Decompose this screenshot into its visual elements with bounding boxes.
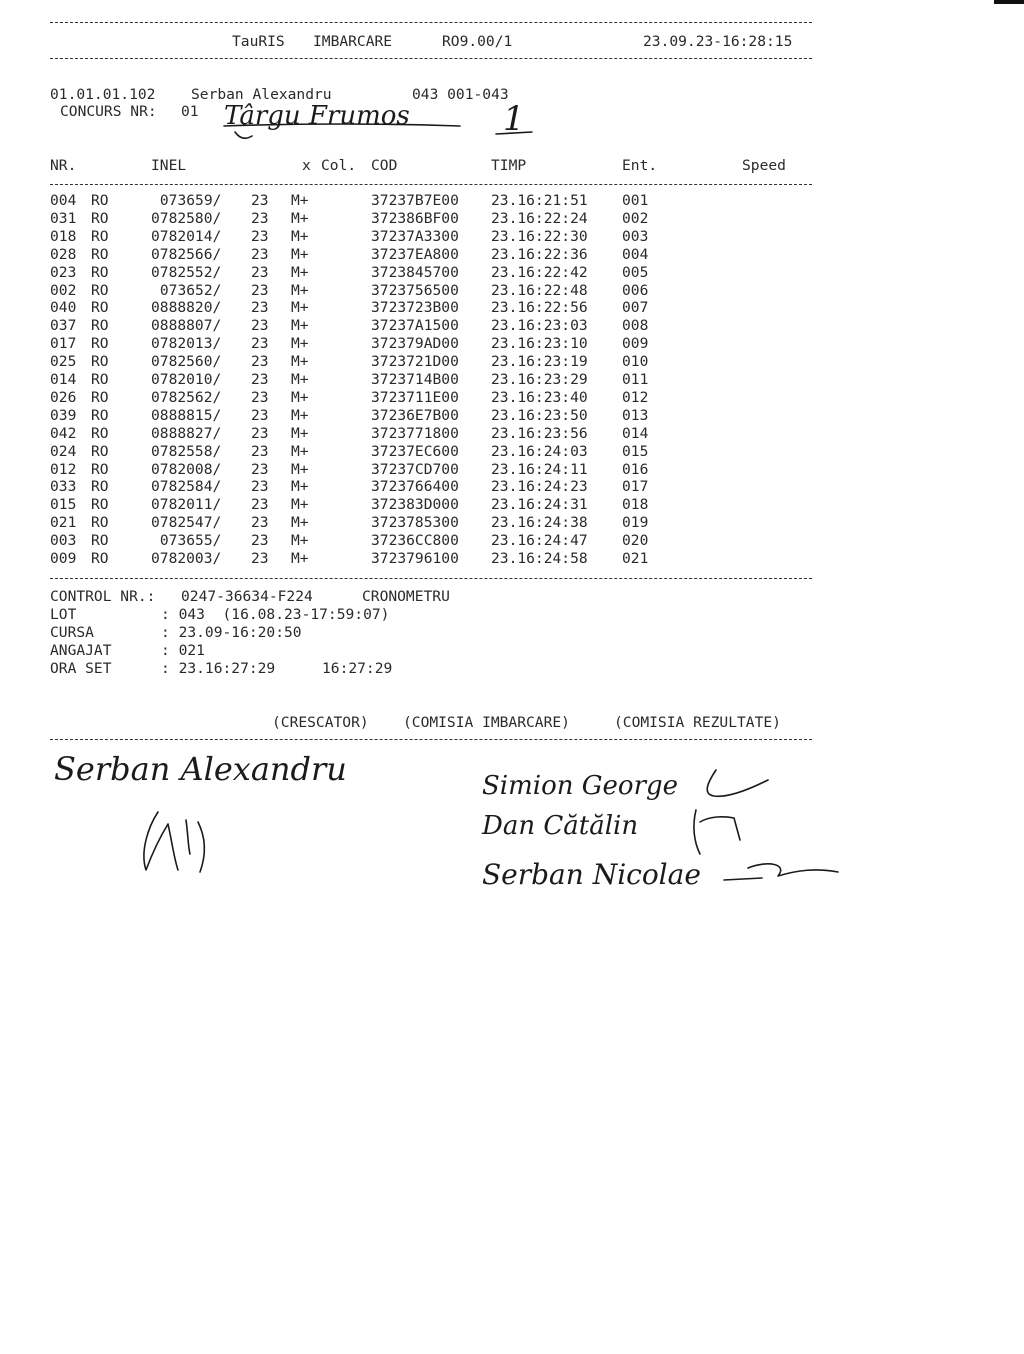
cell-sex: M+ [291,353,309,371]
table-row [0,407,1024,425]
cell-timp: 23.16:22:42 [491,263,588,281]
cell-ent: 009 [622,335,649,353]
cell-country: RO [91,353,109,371]
table-row [0,335,1024,353]
ora-set-label: ORA SET [50,660,112,677]
cell-cod: 37237B7E00 [371,192,459,209]
cell-timp: 23.16:23:50 [491,406,588,424]
cell-cod: 37237EC600 [371,442,459,460]
cell-cod: 372379AD00 [371,335,459,353]
table-row [0,496,1024,514]
cell-timp: 23.16:24:31 [491,496,588,514]
header-type: IMBARCARE [313,33,393,50]
cell-inel: 0782010/ [151,371,222,388]
cell-nr: 004 [50,192,77,209]
ora-set-extra: 16:27:29 [322,660,393,677]
col-ent-header: Ent. [622,157,658,174]
cell-nr: 017 [50,335,77,353]
cell-timp: 23.16:23:10 [491,335,588,353]
cell-ent: 004 [622,245,649,263]
cell-nr: 031 [50,209,77,227]
cell-sex: M+ [291,532,309,550]
table-row [0,389,1024,407]
cell-nr: 009 [50,550,77,567]
col-timp-header: TIMP [491,157,527,174]
cell-inel: 0888815/ [151,406,222,424]
cell-nr: 025 [50,353,77,371]
cell-nr: 024 [50,442,77,460]
cell-sex: M+ [291,335,309,353]
sig-header-crescator: (CRESCATOR) [272,714,369,731]
cell-ent: 003 [622,227,649,245]
cell-year: 23 [251,263,269,281]
cell-year: 23 [251,317,269,335]
signature-divider [50,739,812,740]
cell-cod: 3723711E00 [371,388,459,406]
cell-cod: 372386BF00 [371,209,459,227]
table-bottom-divider [50,578,812,579]
header-system: TauRIS [232,33,285,50]
svg-text:Dan Cătălin: Dan Cătălin [482,811,639,841]
cell-country: RO [91,263,109,281]
control-device: CRONOMETRU [362,588,450,605]
cell-nr: 012 [50,460,77,478]
table-row [0,443,1024,461]
cell-year: 23 [251,532,269,550]
svg-text:Târgu Frumos: Târgu Frumos [224,101,410,131]
col-inel-header: INEL [151,157,187,174]
cell-cod: 37237A1500 [371,317,459,335]
cell-inel: 0782566/ [151,245,222,263]
cell-ent: 012 [622,388,649,406]
cell-sex: M+ [291,263,309,281]
cell-timp: 23.16:23:56 [491,424,588,442]
cell-timp: 23.16:24:03 [491,442,588,460]
cell-sex: M+ [291,550,309,567]
cell-timp: 23.16:23:03 [491,317,588,335]
lot-value: : 043 (16.08.23-17:59:07) [161,606,390,623]
cell-year: 23 [251,496,269,514]
table-row [0,228,1024,246]
cell-sex: M+ [291,424,309,442]
cell-sex: M+ [291,209,309,227]
cell-timp: 23.16:22:24 [491,209,588,227]
cell-year: 23 [251,281,269,299]
cursa-label: CURSA [50,624,94,641]
cell-country: RO [91,532,109,550]
cursa-value: : 23.09-16:20:50 [161,624,302,641]
cell-timp: 23.16:21:51 [491,192,588,209]
cell-cod: 37237A3300 [371,227,459,245]
cell-year: 23 [251,299,269,317]
control-value: 0247-36634-F224 [181,588,313,605]
lot-label: LOT [50,606,77,623]
cell-timp: 23.16:22:30 [491,227,588,245]
cell-ent: 001 [622,192,649,209]
cell-country: RO [91,209,109,227]
cell-year: 23 [251,227,269,245]
breeder-signature [48,742,368,892]
table-header [0,157,1024,175]
table-row [0,550,1024,568]
cell-cod: 3723771800 [371,424,459,442]
col-col-header: Col. [321,157,357,174]
cell-ent: 020 [622,532,649,550]
cell-cod: 372383D000 [371,496,459,514]
cell-year: 23 [251,550,269,567]
cell-inel: 073655/ [159,532,222,550]
table-row [0,299,1024,317]
cell-nr: 021 [50,514,77,532]
cell-nr: 026 [50,388,77,406]
cell-country: RO [91,245,109,263]
cell-timp: 23.16:24:11 [491,460,588,478]
cell-ent: 008 [622,317,649,335]
contest-number: 01 [181,103,199,120]
cell-cod: 37237EA800 [371,245,459,263]
cell-timp: 23.16:22:56 [491,299,588,317]
handwritten-location [220,92,550,152]
cell-sex: M+ [291,245,309,263]
angajat-value: : 021 [161,642,205,659]
col-x-header: x [302,157,311,174]
cell-country: RO [91,442,109,460]
sig-header-comisia-imbarcare: (COMISIA IMBARCARE) [403,714,570,731]
cell-year: 23 [251,478,269,496]
cell-sex: M+ [291,317,309,335]
cell-inel: 073659/ [159,192,222,209]
cell-nr: 015 [50,496,77,514]
cell-year: 23 [251,514,269,532]
cell-inel: 0782560/ [151,353,222,371]
cell-year: 23 [251,209,269,227]
contest-label: CONCURS NR: [60,103,157,120]
cell-inel: 0782008/ [151,460,222,478]
cell-year: 23 [251,371,269,388]
table-row [0,371,1024,389]
cell-nr: 018 [50,227,77,245]
cell-timp: 23.16:24:58 [491,550,588,567]
cell-ent: 014 [622,424,649,442]
table-row [0,246,1024,264]
cell-inel: 0782584/ [151,478,222,496]
cell-timp: 23.16:22:36 [491,245,588,263]
cell-country: RO [91,460,109,478]
cell-cod: 3723845700 [371,263,459,281]
cell-cod: 37237CD700 [371,460,459,478]
cell-sex: M+ [291,442,309,460]
cell-country: RO [91,281,109,299]
cell-cod: 3723714B00 [371,371,459,388]
table-row [0,264,1024,282]
cell-cod: 3723756500 [371,281,459,299]
cell-ent: 013 [622,406,649,424]
cell-inel: 0782014/ [151,227,222,245]
cell-inel: 0782013/ [151,335,222,353]
cell-inel: 0888807/ [151,317,222,335]
cell-timp: 23.16:24:47 [491,532,588,550]
table-row [0,478,1024,496]
cell-ent: 018 [622,496,649,514]
cell-ent: 019 [622,514,649,532]
header-top-divider [50,22,812,23]
cell-sex: M+ [291,406,309,424]
cell-ent: 017 [622,478,649,496]
ora-set-value: : 23.16:27:29 [161,660,276,677]
cell-timp: 23.16:24:38 [491,514,588,532]
table-row [0,425,1024,443]
cell-ent: 016 [622,460,649,478]
table-row [0,514,1024,532]
cell-ent: 021 [622,550,649,567]
cell-timp: 23.16:23:29 [491,371,588,388]
cell-ent: 006 [622,281,649,299]
cell-inel: 0782562/ [151,388,222,406]
cell-timp: 23.16:22:48 [491,281,588,299]
cell-sex: M+ [291,227,309,245]
angajat-label: ANGAJAT [50,642,112,659]
cell-cod: 37236E7B00 [371,406,459,424]
cell-inel: 0782558/ [151,442,222,460]
table-row [0,532,1024,550]
cell-sex: M+ [291,514,309,532]
cell-year: 23 [251,335,269,353]
cell-sex: M+ [291,281,309,299]
header-datetime: 23.09.23-16:28:15 [643,33,793,50]
cell-inel: 0888827/ [151,424,222,442]
cell-cod: 3723723B00 [371,299,459,317]
control-label: CONTROL NR.: [50,588,156,605]
cell-sex: M+ [291,192,309,209]
fancier-id: 01.01.01.102 [50,86,156,103]
cell-country: RO [91,514,109,532]
cell-inel: 0782552/ [151,263,222,281]
cell-cod: 3723785300 [371,514,459,532]
cell-sex: M+ [291,478,309,496]
table-row [0,317,1024,335]
cell-country: RO [91,478,109,496]
cell-country: RO [91,406,109,424]
cell-year: 23 [251,388,269,406]
cell-year: 23 [251,192,269,209]
scan-edge-mark [994,0,1024,4]
cell-country: RO [91,317,109,335]
cell-nr: 040 [50,299,77,317]
cell-nr: 042 [50,424,77,442]
committee-signatures [478,760,858,910]
cell-inel: 0782011/ [151,496,222,514]
cell-inel: 0782003/ [151,550,222,567]
cell-nr: 003 [50,532,77,550]
table-header-divider [50,184,812,185]
cell-country: RO [91,388,109,406]
cell-inel: 0888820/ [151,299,222,317]
col-nr-header: NR. [50,157,77,174]
cell-country: RO [91,424,109,442]
sig-header-comisia-rezultate: (COMISIA REZULTATE) [614,714,781,731]
cell-ent: 005 [622,263,649,281]
cell-inel: 0782547/ [151,514,222,532]
svg-text:Serban Nicolae: Serban Nicolae [482,858,701,891]
cell-cod: 3723721D00 [371,353,459,371]
cell-year: 23 [251,245,269,263]
col-cod-header: COD [371,157,398,174]
cell-sex: M+ [291,371,309,388]
cell-country: RO [91,550,109,567]
cell-inel: 073652/ [159,281,222,299]
cell-nr: 023 [50,263,77,281]
cell-sex: M+ [291,496,309,514]
cell-country: RO [91,192,109,209]
svg-text:1: 1 [503,99,525,139]
table-row [0,210,1024,228]
cell-nr: 014 [50,371,77,388]
fancier-name: Serban Alexandru [191,86,332,103]
cell-ent: 011 [622,371,649,388]
col-speed-header: Speed [742,157,786,174]
cell-nr: 039 [50,406,77,424]
cell-nr: 033 [50,478,77,496]
cell-country: RO [91,335,109,353]
cell-cod: 37236CC800 [371,532,459,550]
cell-year: 23 [251,442,269,460]
cell-timp: 23.16:24:23 [491,478,588,496]
fancier-count: 043 001-043 [412,86,509,103]
table-row [0,282,1024,300]
cell-cod: 3723796100 [371,550,459,567]
cell-timp: 23.16:23:40 [491,388,588,406]
cell-nr: 028 [50,245,77,263]
cell-year: 23 [251,424,269,442]
cell-year: 23 [251,353,269,371]
cell-nr: 002 [50,281,77,299]
cell-sex: M+ [291,299,309,317]
cell-inel: 0782580/ [151,209,222,227]
svg-text:Serban Alexandru: Serban Alexandru [54,750,347,788]
cell-cod: 3723766400 [371,478,459,496]
cell-nr: 037 [50,317,77,335]
table-row [0,461,1024,479]
cell-country: RO [91,496,109,514]
cell-country: RO [91,227,109,245]
cell-country: RO [91,371,109,388]
cell-year: 23 [251,406,269,424]
cell-country: RO [91,299,109,317]
cell-sex: M+ [291,388,309,406]
cell-ent: 002 [622,209,649,227]
header-code: RO9.00/1 [442,33,513,50]
cell-timp: 23.16:23:19 [491,353,588,371]
cell-ent: 007 [622,299,649,317]
cell-ent: 015 [622,442,649,460]
cell-year: 23 [251,460,269,478]
header-bottom-divider [50,58,812,59]
table-row [0,353,1024,371]
svg-text:Simion George: Simion George [482,771,679,801]
cell-sex: M+ [291,460,309,478]
cell-ent: 010 [622,353,649,371]
table-row [0,192,1024,210]
